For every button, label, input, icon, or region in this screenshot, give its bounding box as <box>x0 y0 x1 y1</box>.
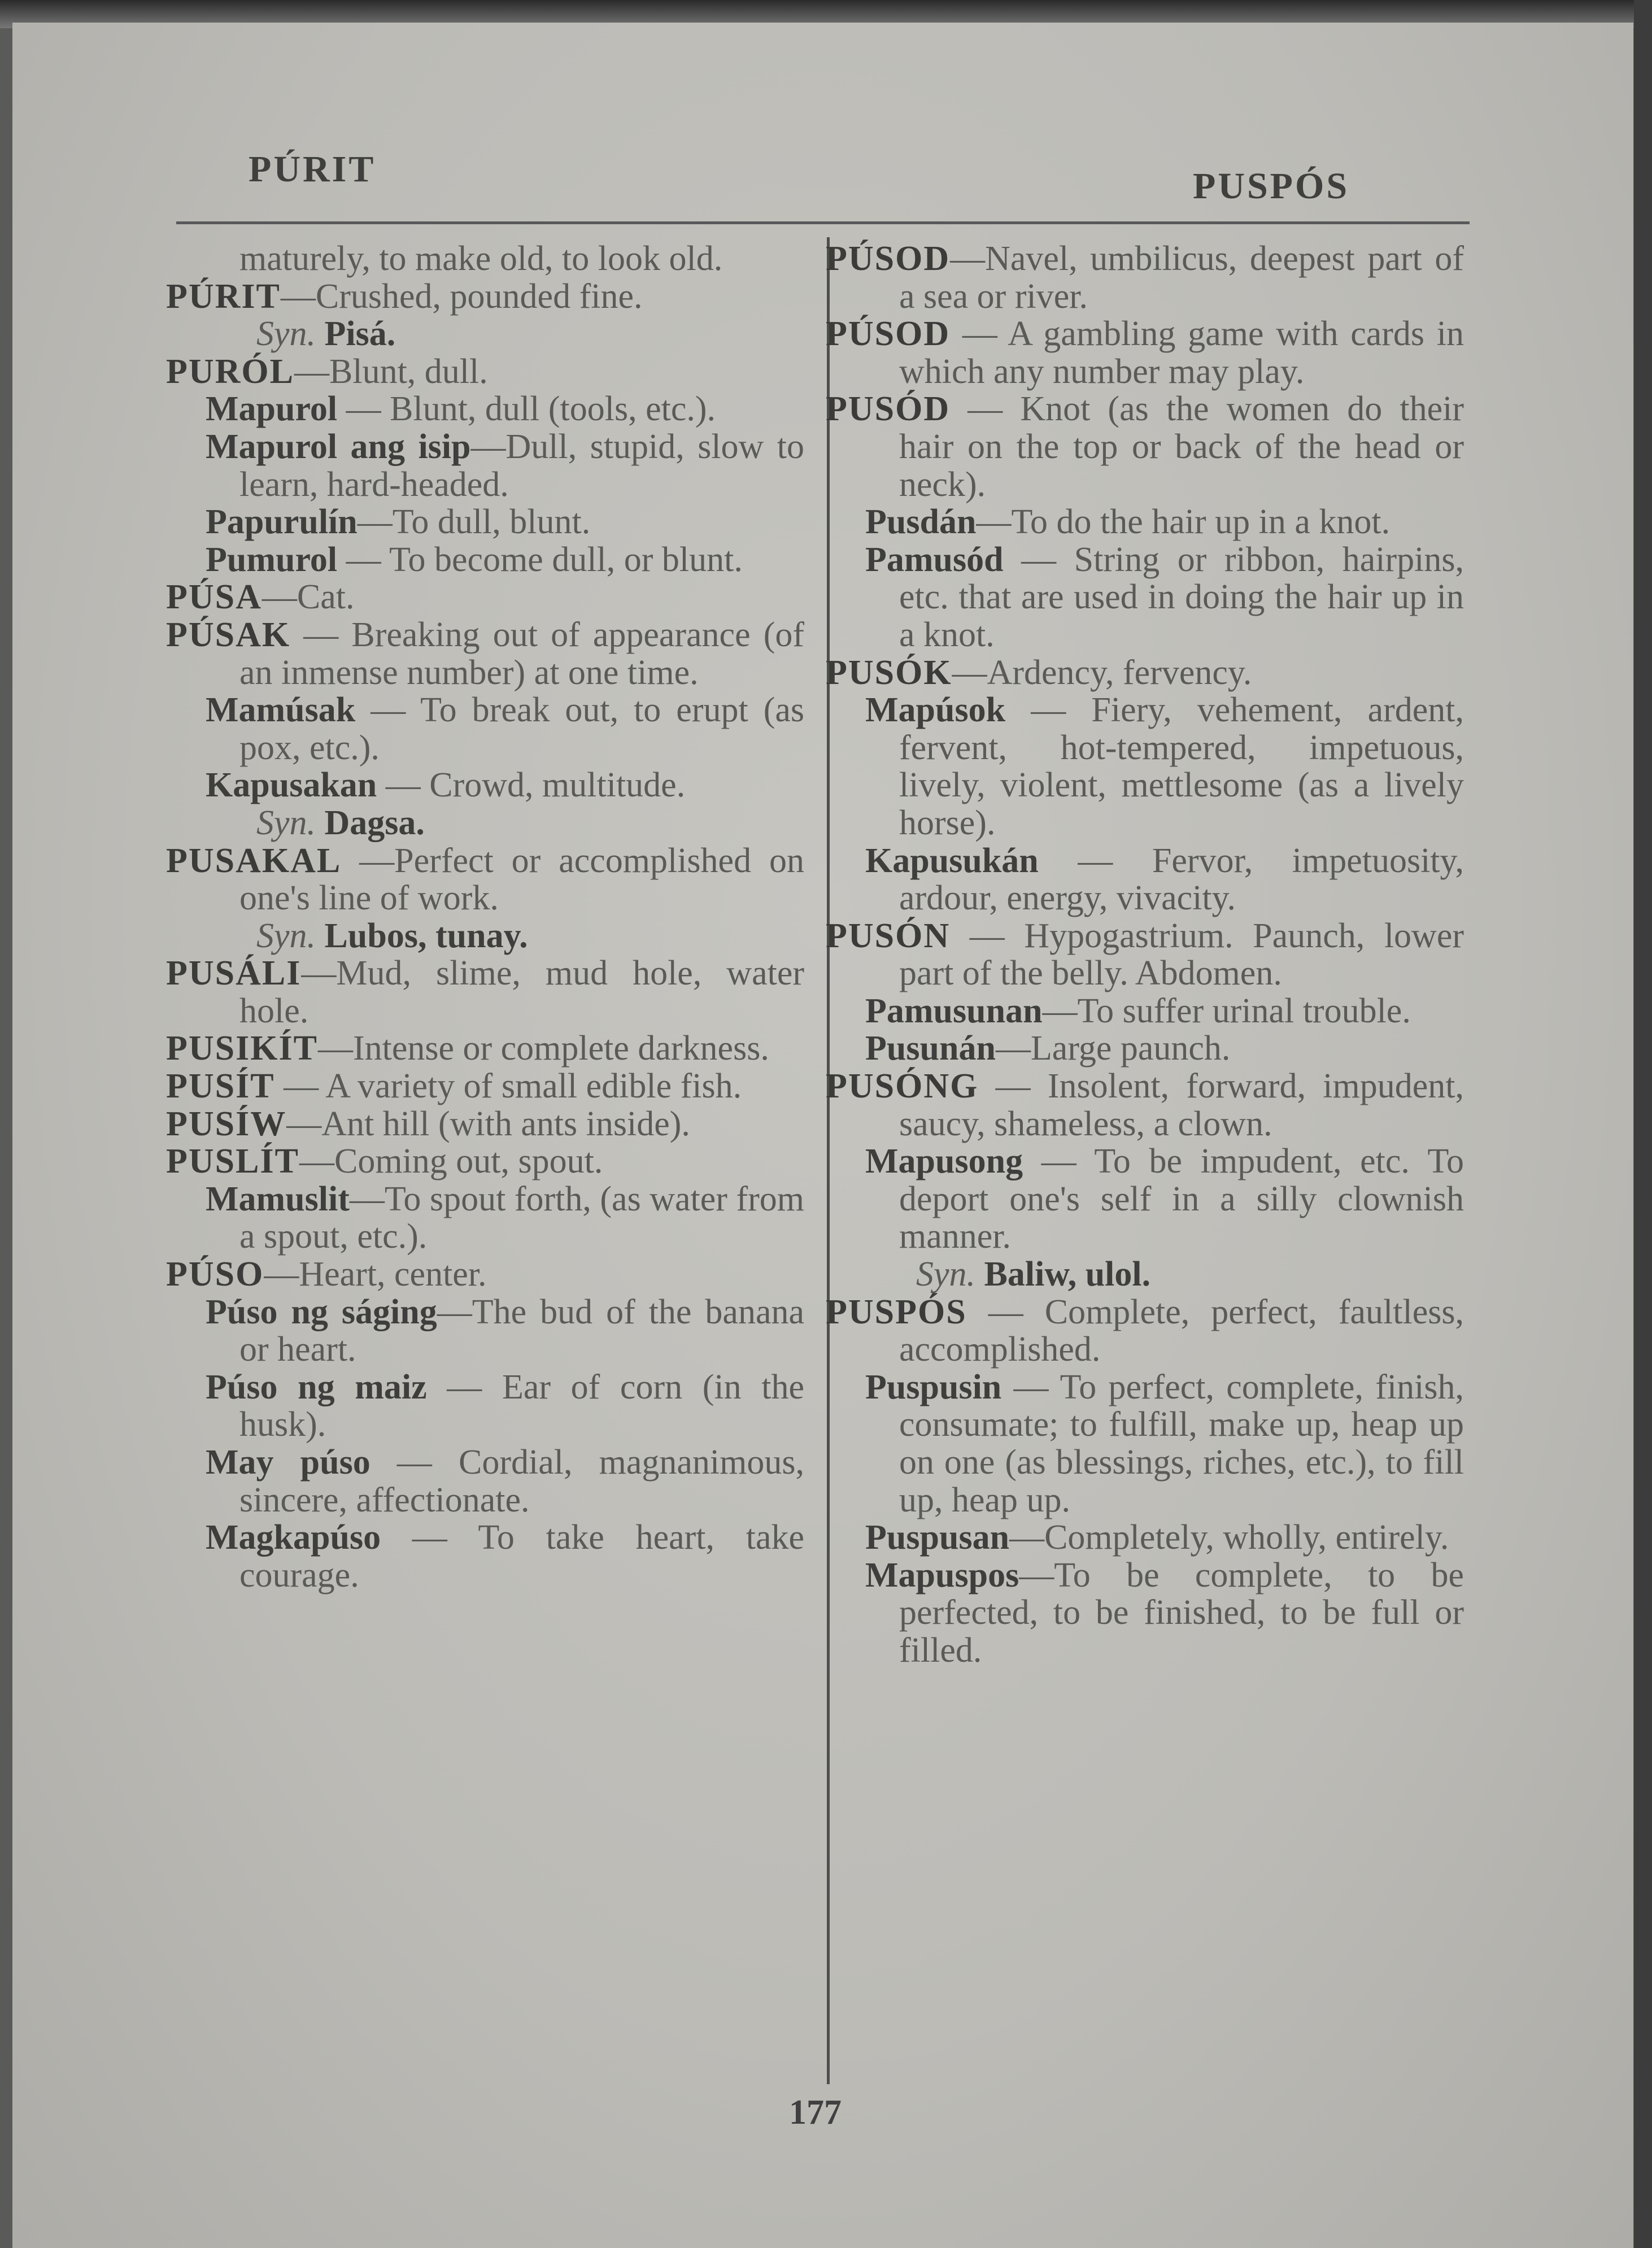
definition: — To become dull, or blunt. <box>337 540 743 579</box>
sub-entry <box>826 1030 1464 1068</box>
definition: — To perfect, complete, finish, consumate; to fulfill, make up, heap up on one (as blessings, riches, etc.), to fill up, heap up. <box>899 1367 1464 1519</box>
definition: — Crowd, multitude. <box>377 766 686 805</box>
dictionary-entry <box>826 390 1464 503</box>
sub-headword: Papurulín <box>206 503 358 542</box>
definition: —To do the hair up in a knot. <box>976 503 1391 542</box>
sub-headword: Mapúsok <box>865 691 1006 730</box>
dictionary-entry <box>826 1068 1464 1143</box>
sub-headword: Pamusód <box>865 540 1004 579</box>
sub-entry <box>826 842 1464 917</box>
headword: PUSIKÍT <box>166 1029 318 1068</box>
headword: PUSPÓS <box>826 1292 967 1331</box>
dictionary-entry <box>826 315 1464 390</box>
entry-continuation <box>166 240 804 278</box>
sub-entry <box>166 1519 804 1594</box>
sub-headword: May púso <box>206 1443 370 1482</box>
headword: PUSÓN <box>826 916 951 955</box>
synonym-line <box>166 315 804 353</box>
synonym-label: Syn. <box>916 1255 976 1294</box>
definition: —To be complete, to be perfected, to be finished, to be full or filled. <box>899 1556 1464 1670</box>
definition: —Coming out, spout. <box>299 1142 603 1181</box>
dictionary-entry <box>166 1105 804 1143</box>
sub-entry <box>166 766 804 804</box>
sub-entry <box>166 691 804 766</box>
dictionary-entry <box>166 955 804 1030</box>
definition: — Complete, perfect, faultless, accomplished. <box>899 1292 1464 1369</box>
headword: PÚSA <box>166 578 262 617</box>
dictionary-entry <box>166 616 804 691</box>
definition: — A gambling game with cards in which any number may play. <box>899 315 1464 391</box>
right-guide-word: PUSPÓS <box>1193 165 1350 207</box>
headword: PÚSOD <box>826 239 951 278</box>
dictionary-entry <box>166 1143 804 1180</box>
definition: — To be impudent, etc. To deport one's self in a silly clownish manner. <box>899 1142 1464 1256</box>
definition: —Crushed, pounded fine. <box>280 277 643 316</box>
right-column <box>826 240 1464 1670</box>
definition: — Fiery, vehement, ardent, fervent, hot-tempered, impetuous, lively, violent, mettlesome (as a lively horse). <box>899 691 1464 842</box>
sub-headword: Mapurol <box>206 390 338 429</box>
synonym-line <box>826 1256 1464 1293</box>
sub-headword: Pumurol <box>206 540 338 579</box>
sub-headword: Púso ng maiz <box>206 1367 427 1406</box>
dictionary-entry <box>826 1293 1464 1369</box>
definition: — String or ribbon, hairpins, etc. that are used in doing the hair up in a knot. <box>899 540 1464 654</box>
headword: PUSLÍT <box>166 1142 299 1181</box>
sub-entry <box>166 390 804 428</box>
sub-entry <box>166 428 804 503</box>
sub-entry <box>166 1369 804 1444</box>
headword: PUSÁLI <box>166 954 302 993</box>
sub-headword: Mapurol ang isip <box>206 427 471 466</box>
dictionary-entry <box>166 842 804 917</box>
headword: PÚRIT <box>166 277 281 316</box>
sub-entry <box>166 541 804 579</box>
definition: —Navel, umbilicus, deepest part of a sea or river. <box>899 239 1464 316</box>
definition: — Breaking out of appearance (of an inmense number) at one time. <box>239 615 804 692</box>
headword: PUSÓD <box>826 390 951 429</box>
sub-headword: Pusunán <box>865 1029 996 1068</box>
definition: — Blunt, dull (tools, etc.). <box>337 390 716 429</box>
definition: —Perfect or accomplished on one's line of work. <box>239 841 804 918</box>
sub-headword: Pamusunan <box>865 991 1043 1030</box>
definition: — Insolent, forward, impudent, saucy, shameless, a clown. <box>899 1067 1464 1143</box>
definition: — To break out, to erupt (as pox, etc.). <box>239 691 804 767</box>
headword: PUSÓNG <box>826 1067 979 1106</box>
page-header <box>12 23 1633 226</box>
sub-headword: Mapuspos <box>865 1556 1019 1594</box>
sub-headword: Púso ng ságing <box>206 1292 437 1331</box>
dictionary-entry <box>166 278 804 316</box>
sub-entry <box>826 1557 1464 1670</box>
definition: — A variety of small edible fish. <box>274 1067 742 1106</box>
headword: PURÓL <box>166 352 294 391</box>
synonym-line <box>166 917 804 955</box>
synonym-label: Syn. <box>256 315 316 354</box>
definition: —To spout forth, (as water from a spout, etc.). <box>239 1179 804 1256</box>
synonym-words: Lubos, tunay. <box>324 916 528 955</box>
sub-entry <box>166 1444 804 1519</box>
definition: —The bud of the banana or heart. <box>239 1292 804 1369</box>
definition: —Ant hill (with ants inside). <box>286 1104 690 1143</box>
left-column <box>166 240 804 1594</box>
sub-headword: Kapusakan <box>206 766 377 805</box>
definition: —Heart, center. <box>264 1255 487 1294</box>
definition: — Hypogastrium. Paunch, lower part of the belly. Abdomen. <box>899 916 1464 993</box>
headword: PUSÍW <box>166 1104 287 1143</box>
dictionary-entry <box>826 917 1464 992</box>
sub-headword: Mamuslit <box>206 1179 350 1218</box>
headword: PÚSOD <box>826 315 951 354</box>
definition: —Intense or complete darkness. <box>317 1029 769 1068</box>
sub-entry <box>826 691 1464 842</box>
definition: — Cordial, magnanimous, sincere, affectionate. <box>239 1443 805 1519</box>
synonym-words: Pisá. <box>324 315 396 354</box>
dictionary-entry <box>826 240 1464 315</box>
synonym-words: Baliw, ulol. <box>984 1255 1151 1294</box>
sub-entry <box>826 541 1464 654</box>
definition: —Mud, slime, mud hole, water hole. <box>239 954 804 1030</box>
synonym-words: Dagsa. <box>324 803 425 842</box>
dictionary-entry <box>166 1030 804 1068</box>
header-rule <box>176 221 1470 224</box>
definition: —Cat. <box>261 578 355 617</box>
headword: PÚSAK <box>166 615 291 654</box>
sub-entry <box>166 1180 804 1256</box>
sub-headword: Mapusong <box>865 1142 1023 1181</box>
definition: — Fervor, impetuosity, ardour, energy, vivacity. <box>899 841 1464 918</box>
synonym-label: Syn. <box>256 916 316 955</box>
definition: —To dull, blunt. <box>357 503 591 542</box>
dictionary-entry <box>166 353 804 391</box>
sub-entry <box>826 1143 1464 1256</box>
dictionary-entry <box>826 654 1464 692</box>
sub-entry <box>166 1293 804 1369</box>
headword: PUSÓK <box>826 653 952 692</box>
sub-entry <box>826 992 1464 1030</box>
synonym-line <box>166 804 804 842</box>
definition: — Ear of corn (in the husk). <box>239 1367 804 1444</box>
definition: —Ardency, fervency. <box>952 653 1252 692</box>
definition: maturely, to make old, to look old. <box>239 239 723 278</box>
definition: —Completely, wholly, entirely. <box>1009 1518 1449 1557</box>
dictionary-page <box>12 23 1633 2248</box>
dictionary-entry <box>166 578 804 616</box>
sub-headword: Puspusin <box>865 1367 1002 1406</box>
definition: —Large paunch. <box>995 1029 1231 1068</box>
sub-entry <box>826 1519 1464 1557</box>
scan-shadow-right <box>1634 0 1652 2248</box>
dictionary-entry <box>166 1256 804 1293</box>
definition: —To suffer urinal trouble. <box>1042 991 1411 1030</box>
sub-entry <box>166 503 804 541</box>
sub-entry <box>826 503 1464 541</box>
sub-headword: Magkapúso <box>206 1518 381 1557</box>
left-guide-word: PÚRIT <box>249 149 376 190</box>
sub-headword: Pusdán <box>865 503 977 542</box>
headword: PUSAKAL <box>166 841 342 880</box>
sub-headword: Mamúsak <box>206 691 356 730</box>
sub-headword: Kapusukán <box>865 841 1039 880</box>
headword: PUSÍT <box>166 1067 275 1106</box>
headword: PÚSO <box>166 1255 264 1294</box>
sub-entry <box>826 1369 1464 1519</box>
page-number: 177 <box>789 2093 842 2132</box>
sub-headword: Puspusan <box>865 1518 1010 1557</box>
definition: — To take heart, take courage. <box>239 1518 804 1594</box>
dictionary-entry <box>166 1068 804 1105</box>
synonym-label: Syn. <box>256 803 316 842</box>
definition: — Knot (as the women do their hair on the top or back of the head or neck). <box>899 390 1464 504</box>
definition: —Blunt, dull. <box>294 352 488 391</box>
definition: —Dull, stupid, slow to learn, hard-headed. <box>239 427 804 504</box>
